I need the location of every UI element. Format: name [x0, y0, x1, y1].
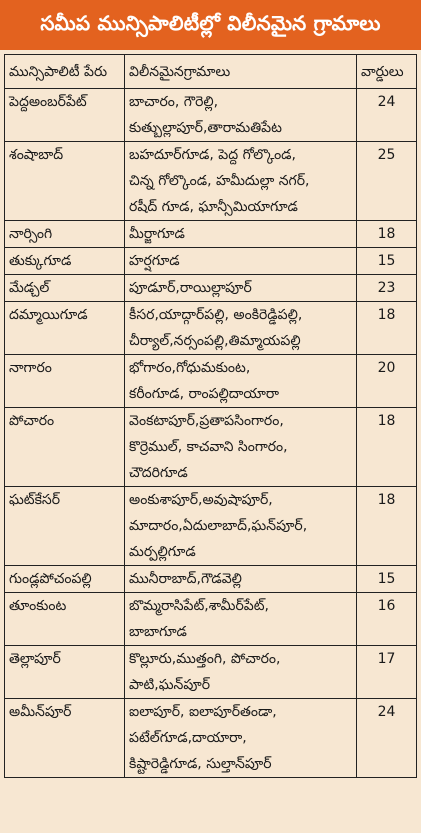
villages-cell	[125, 355, 357, 408]
table-row	[5, 142, 417, 221]
wards-cell: 18	[356, 408, 416, 487]
table-title: సమీప మున్సిపాలిటీల్లో విలీనమైన గ్రామాలు	[0, 0, 421, 50]
header-villages: విలీనమైనగ్రామాలు	[125, 55, 357, 89]
villages-cell	[125, 275, 357, 302]
village-line: అంకుశాపూర్,అవుషాపూర్,	[129, 492, 273, 508]
table-row	[5, 487, 417, 566]
village-line: కొర్రెముల్, కాచవాని సింగారం,	[129, 439, 288, 455]
villages-cell	[125, 593, 357, 646]
village-line: భోగారం,గోధుమకుంట,	[129, 360, 251, 376]
table-row	[5, 89, 417, 142]
village-line: మర్పల్లిగూడ	[129, 544, 196, 560]
municipality-cell: దమ్మాయిగూడ	[5, 302, 125, 355]
villages-cell	[125, 487, 357, 566]
municipality-cell: శంషాబాద్	[5, 142, 125, 221]
village-line: చీర్యాల్,నర్సంపల్లి,తిమ్మాయపల్లి	[129, 333, 301, 349]
village-line: కీసర,యాద్గార్‌పల్లి, అంకిరెడ్డిపల్లి,	[129, 307, 303, 323]
table-row	[5, 646, 417, 699]
table-row	[5, 699, 417, 778]
village-line: బాబాగూడ	[129, 624, 187, 640]
wards-cell: 25	[356, 142, 416, 221]
municipality-cell: పెద్దఅంబర్‌పేట్	[5, 89, 125, 142]
villages-cell	[125, 699, 357, 778]
table-row	[5, 221, 417, 248]
wards-cell: 15	[356, 566, 416, 593]
wards-cell: 24	[356, 89, 416, 142]
municipality-cell: ఘట్‌కేసర్	[5, 487, 125, 566]
wards-cell: 24	[356, 699, 416, 778]
municipality-cell: తెల్లాపూర్	[5, 646, 125, 699]
table-row	[5, 248, 417, 275]
wards-cell: 23	[356, 275, 416, 302]
village-line: బాచారం, గౌరెల్లి,	[129, 94, 219, 110]
wards-cell: 18	[356, 221, 416, 248]
villages-cell	[125, 142, 357, 221]
wards-cell: 18	[356, 487, 416, 566]
header-row	[5, 55, 417, 89]
table-row	[5, 566, 417, 593]
municipality-cell: తూంకుంట	[5, 593, 125, 646]
wards-cell: 16	[356, 593, 416, 646]
municipality-cell: నార్సింగి	[5, 221, 125, 248]
villages-cell	[125, 89, 357, 142]
merged-villages-table	[4, 54, 417, 778]
header-wards: వార్డులు	[356, 55, 416, 89]
villages-cell	[125, 248, 357, 275]
village-line: మునీరాబాద్,గౌడవెల్లి	[129, 571, 242, 587]
village-line: చిన్న గోల్కొండ, హమీదుల్లా నగర్,	[129, 173, 310, 189]
village-line: కుత్బుల్లాపూర్,తారామతిపేట	[129, 120, 282, 136]
wards-cell: 20	[356, 355, 416, 408]
table-row	[5, 275, 417, 302]
village-line: కొల్లూరు,ముత్తంగి, పోచారం,	[129, 651, 281, 667]
municipality-cell: గుండ్లపోచంపల్లి	[5, 566, 125, 593]
village-line: వెంకటాపూర్,ప్రతాపసింగారం,	[129, 413, 284, 429]
village-line: మీర్జాగూడ	[129, 226, 185, 242]
municipality-cell: మేడ్చల్	[5, 275, 125, 302]
header-municipality: మున్సిపాలిటీ పేరు	[5, 55, 125, 89]
wards-cell: 15	[356, 248, 416, 275]
table-body	[5, 89, 417, 778]
village-line: బొమ్మరాసిపేట్,శామీర్‌పేట్,	[129, 598, 269, 614]
table-row	[5, 302, 417, 355]
village-line: హర్షగూడ	[129, 253, 180, 269]
municipality-cell: అమీన్‌పూర్	[5, 699, 125, 778]
table-row	[5, 408, 417, 487]
table-row	[5, 355, 417, 408]
village-line: పటేల్‌గూడ,దాయారా,	[129, 730, 247, 746]
villages-cell	[125, 646, 357, 699]
municipality-cell: నాగారం	[5, 355, 125, 408]
village-line: రషీద్ గూడ, ఘాన్సీమియాగూడ	[129, 199, 298, 215]
villages-cell	[125, 302, 357, 355]
village-line: బహదూర్‌గూడ, పెద్ద గోల్కొండ,	[129, 147, 296, 163]
villages-cell	[125, 221, 357, 248]
village-line: చౌదరిగూడ	[129, 465, 188, 481]
village-line: పాటి,ఘన్‌పూర్	[129, 677, 210, 693]
table-row	[5, 593, 417, 646]
villages-cell	[125, 566, 357, 593]
village-line: కిష్టారెడ్డిగూడ, సుల్తాన్‌పూర్	[129, 756, 272, 772]
wards-cell: 17	[356, 646, 416, 699]
village-line: ఐలాపూర్, ఐలాపూర్‌తండా,	[129, 704, 277, 720]
village-line: పూడూర్,రాయిల్లాపూర్	[129, 280, 252, 296]
municipality-cell: పోచారం	[5, 408, 125, 487]
villages-cell	[125, 408, 357, 487]
village-line: కరీంగూడ, రాంపల్లిదాయారా	[129, 386, 279, 402]
municipality-cell: తుక్కుగూడ	[5, 248, 125, 275]
wards-cell: 18	[356, 302, 416, 355]
village-line: మాదారం,ఏదులాబాద్,ఘన్‌పూర్,	[129, 518, 308, 534]
